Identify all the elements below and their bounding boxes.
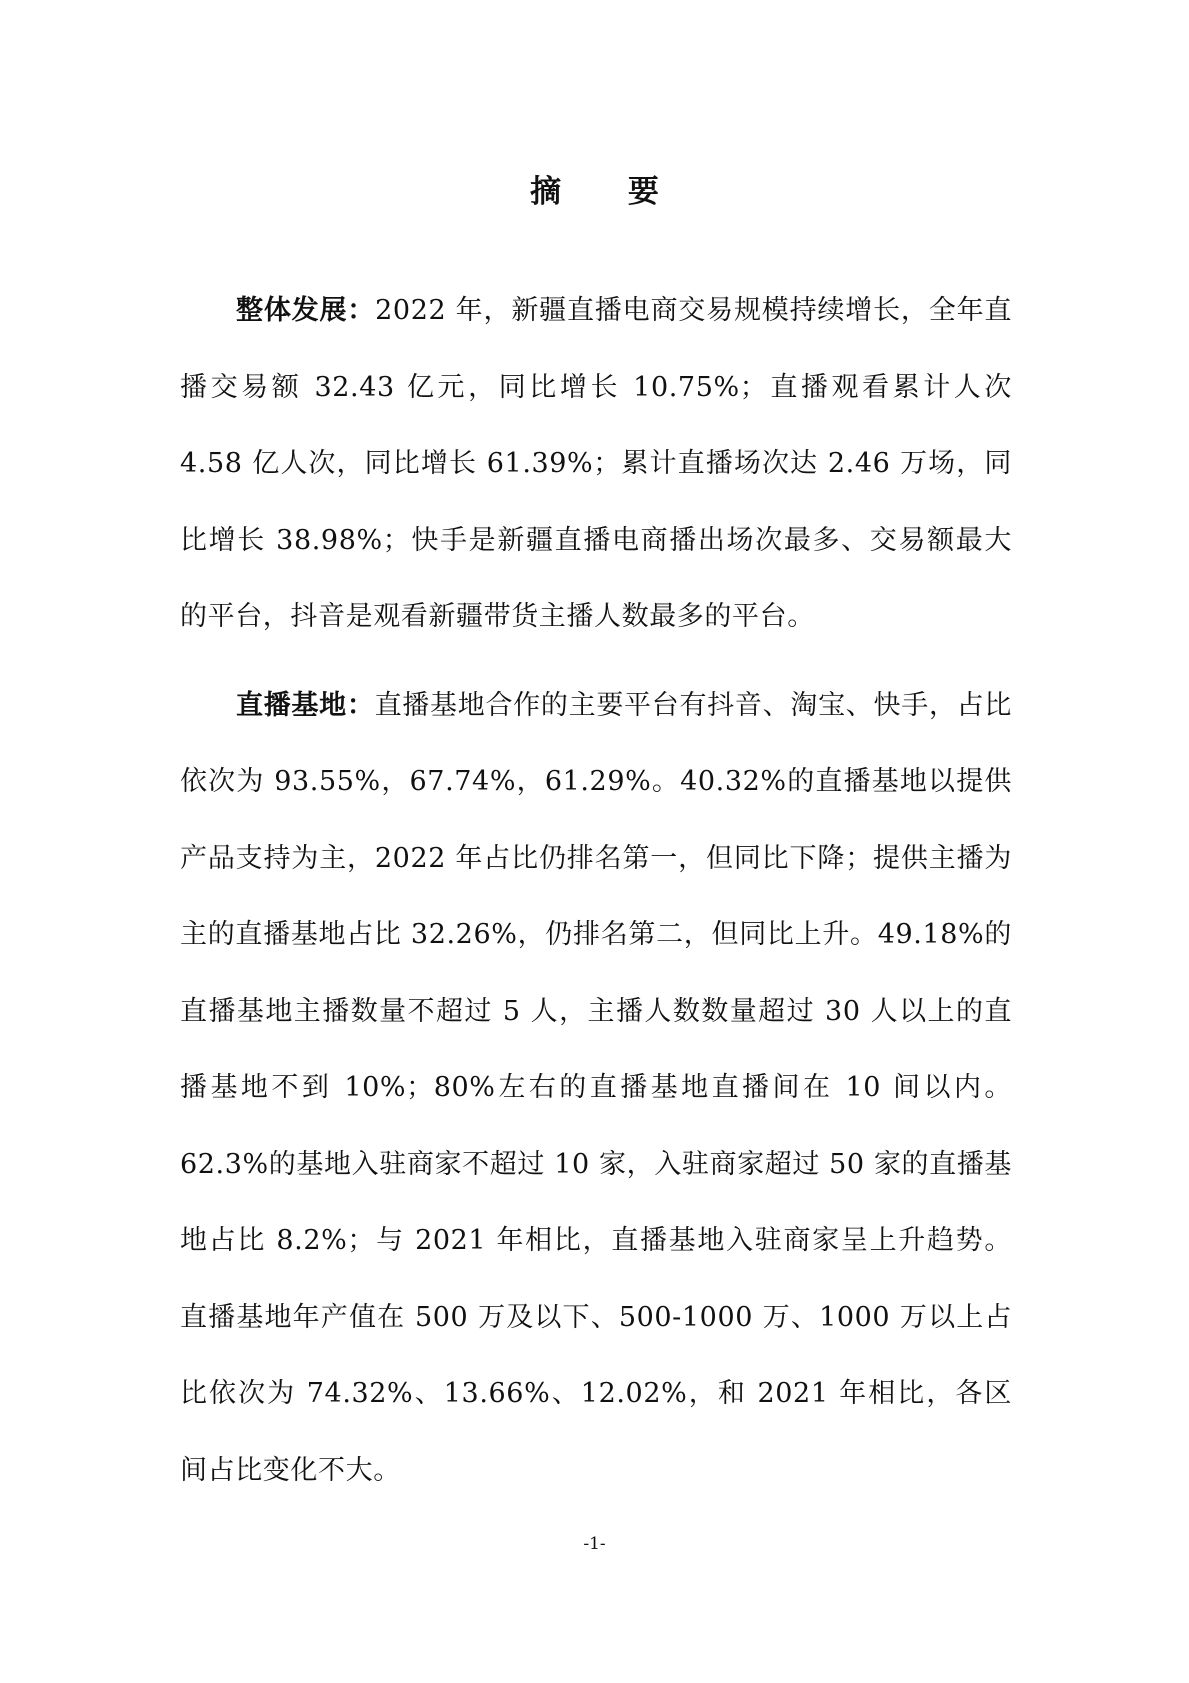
- paragraph-overall-development: [180, 273, 1012, 656]
- page-title: 摘 要: [530, 174, 687, 210]
- paragraph-text: 直播基地合作的主要平台有抖音、淘宝、快手，占比依次为 93.55%，67.74%，61.29%。40.32%的直播基地以提供产品支持为主，2022 年占比仍排名第一，但同比下降；提供主播为主的直播基地占比 32.26%，仍排名第二，但同比上升。49.18%的直播基地主播数量不超过 5 人，主播人数数量超过 30 人以上的直播基地不到 10%；80%左右的直播基地直播间在 10 间以内。62.3%的基地入驻商家不超过 10 家，入驻商家超过 50 家的直播基地占比 8.2%；与 2021 年相比，直播基地入驻商家呈上升趋势。直播基地年产值在 500 万及以下、500-1000 万、1000 万以上占比依次为 74.32%、13.66%、12.02%，和 2021 年相比，各区间占比变化不大。: [180, 689, 1012, 1486]
- page-number: -1-: [583, 1534, 606, 1554]
- paragraph-live-bases: [180, 668, 1012, 1510]
- paragraph-lead: 整体发展：: [236, 295, 376, 326]
- abstract-body: [180, 273, 1012, 1509]
- paragraph-lead: 直播基地：: [236, 689, 375, 721]
- paragraph-text: 2022 年，新疆直播电商交易规模持续增长，全年直播交易额 32.43 亿元，同比增长 10.75%；直播观看累计人次 4.58 亿人次，同比增长 61.39%；累计直播场次达 2.46 万场，同比增长 38.98%；快手是新疆直播电商播出场次最多、交易额最大的平台，抖音是观看新疆带货主播人数最多的平台。: [180, 295, 1012, 632]
